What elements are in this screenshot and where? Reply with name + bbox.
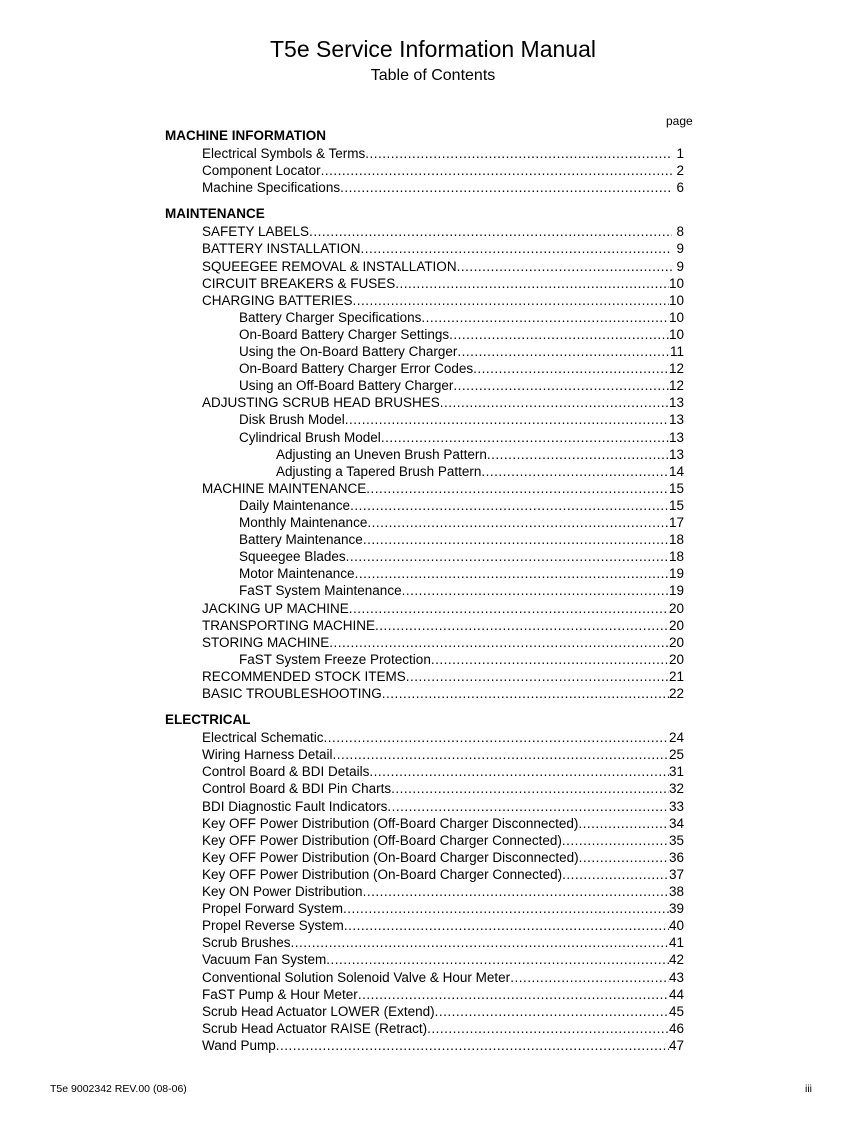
toc-entry-page: 8	[676, 224, 684, 240]
dot-leader	[309, 224, 672, 239]
dot-leader	[353, 293, 669, 308]
toc-entry	[202, 395, 684, 412]
toc-entry	[202, 293, 684, 310]
toc-entry-page: 32	[668, 781, 684, 797]
dot-leader	[365, 146, 672, 161]
dot-leader	[321, 163, 672, 178]
dot-leader	[387, 799, 669, 814]
toc-entry	[202, 259, 684, 276]
dot-leader	[329, 635, 669, 650]
dot-leader	[406, 669, 669, 684]
toc-entry-label: TRANSPORTING MACHINE	[202, 617, 376, 633]
toc-entry-label: Daily Maintenance	[239, 497, 351, 513]
dot-leader	[562, 867, 669, 882]
section-heading: ELECTRICAL	[165, 712, 251, 728]
toc-entry-page: 13	[668, 446, 684, 462]
toc-entry	[202, 816, 684, 833]
dot-leader	[369, 764, 669, 779]
toc-entry-page: 19	[668, 566, 684, 582]
toc-entry-page: 2	[676, 163, 684, 179]
dot-leader	[355, 566, 669, 581]
toc-entry-label: Component Locator	[202, 163, 321, 179]
toc-entry-page: 13	[668, 429, 684, 445]
toc-entry	[239, 344, 684, 361]
toc-entry-page: 31	[668, 764, 684, 780]
toc-entry-page: 40	[668, 918, 684, 934]
dot-leader	[381, 430, 669, 445]
toc-entry-page: 10	[668, 292, 684, 308]
dot-leader	[402, 583, 669, 598]
toc-entry-page: 20	[668, 651, 684, 667]
toc-entry-page: 12	[668, 378, 684, 394]
dot-leader	[391, 781, 669, 796]
toc-entry-page: 20	[668, 600, 684, 616]
dot-leader	[578, 816, 669, 831]
toc-entry-label: Control Board & BDI Details	[202, 764, 370, 780]
toc-entry	[202, 764, 684, 781]
toc-entry-page: 24	[668, 730, 684, 746]
toc-entry-page: 15	[668, 480, 684, 496]
toc-entry	[202, 918, 684, 935]
toc-entry-page: 13	[668, 395, 684, 411]
toc-entry-page: 33	[668, 798, 684, 814]
toc-entry	[202, 884, 684, 901]
dot-leader	[358, 987, 669, 1002]
toc-entry-label: Propel Forward System	[202, 901, 344, 917]
toc-entry-label: Cylindrical Brush Model	[239, 429, 381, 445]
toc-entry-label: FaST System Freeze Protection	[239, 651, 431, 667]
toc-entry	[202, 781, 684, 798]
toc-entry-page: 13	[668, 412, 684, 428]
dot-leader	[375, 618, 669, 633]
toc-entry-label: Key ON Power Distribution	[202, 884, 363, 899]
dot-leader	[340, 180, 672, 195]
toc-entry-page: 42	[668, 952, 684, 968]
dot-leader	[324, 730, 669, 745]
toc-entry	[202, 799, 684, 816]
toc-entry-label: On-Board Battery Charger Error Codes	[239, 361, 474, 377]
toc-entry-label: Using the On-Board Battery Charger	[239, 344, 458, 359]
document-title: T5e Service Information Manual	[270, 36, 596, 62]
toc-entry-page: 19	[668, 583, 684, 599]
toc-entry-page: 37	[668, 866, 684, 882]
section-heading: MACHINE INFORMATION	[165, 128, 326, 143]
toc-entry-page: 14	[668, 463, 684, 479]
toc-entry	[202, 935, 684, 952]
dot-leader	[510, 970, 669, 985]
toc-entry-label: Propel Reverse System	[202, 918, 344, 934]
toc-entry	[239, 361, 684, 378]
footer-doc-id: T5e 9002342 REV.00 (08-06)	[50, 1083, 187, 1095]
toc-entry	[202, 618, 684, 635]
toc-entry-page: 18	[668, 532, 684, 548]
toc-entry	[202, 669, 684, 686]
toc-entry-label: Scrub Head Actuator LOWER (Extend)	[202, 1003, 435, 1019]
toc-entry-label: Battery Charger Specifications	[239, 309, 422, 325]
toc-entry-page: 39	[668, 901, 684, 917]
toc-entry-label: Disk Brush Model	[239, 412, 345, 428]
dot-leader	[457, 344, 670, 359]
dot-leader	[427, 1021, 669, 1036]
toc-entry-label: Control Board & BDI Pin Charts	[202, 781, 392, 797]
toc-entry	[202, 833, 684, 850]
toc-entry	[239, 412, 684, 429]
toc-entry-label: Conventional Solution Solenoid Valve & Hour Meter	[202, 969, 511, 985]
toc-entry-page: 10	[668, 309, 684, 325]
toc-entry	[276, 447, 684, 464]
toc-entry-label: Battery Maintenance	[239, 532, 363, 548]
toc-entry	[202, 146, 684, 163]
toc-entry-label: FaST System Maintenance	[239, 583, 402, 599]
toc-entry-label: Monthly Maintenance	[239, 515, 368, 530]
dot-leader	[326, 952, 669, 967]
toc-entry-label: SAFETY LABELS	[202, 224, 310, 240]
toc-entry-label: BASIC TROUBLESHOOTING	[202, 686, 382, 701]
toc-entry-page: 17	[668, 515, 684, 530]
dot-leader	[276, 1038, 669, 1053]
toc-entry-page: 20	[668, 617, 684, 633]
toc-entry-label: Key OFF Power Distribution (On-Board Charger Disconnected)	[202, 849, 579, 865]
page-column-label: page	[666, 114, 693, 128]
toc-entry-page: 12	[668, 361, 684, 377]
toc-entry-label: Adjusting an Uneven Brush Pattern	[276, 446, 487, 462]
dot-leader	[349, 601, 669, 616]
toc-entry-label: CHARGING BATTERIES	[202, 292, 353, 308]
toc-entry-label: ADJUSTING SCRUB HEAD BRUSHES	[202, 395, 440, 411]
dot-leader	[395, 276, 669, 291]
toc-entry-page: 47	[668, 1037, 684, 1053]
toc-entry	[202, 635, 684, 652]
toc-entry-page: 9	[676, 241, 684, 257]
toc-entry-label: Key OFF Power Distribution (On-Board Charger Connected)	[202, 866, 563, 882]
toc-entry-page: 41	[668, 935, 684, 951]
dot-leader	[421, 310, 669, 325]
dot-leader	[440, 395, 669, 410]
toc-entry-page: 20	[668, 634, 684, 650]
section-heading: MAINTENANCE	[165, 206, 265, 222]
dot-leader	[457, 259, 672, 274]
toc-entry	[239, 549, 684, 566]
dot-leader	[291, 935, 669, 950]
toc-entry-page: 11	[669, 344, 684, 359]
toc-entry	[239, 652, 684, 669]
toc-entry	[202, 1021, 684, 1038]
toc-entry	[239, 515, 684, 532]
dot-leader	[367, 515, 669, 530]
toc-entry-page: 34	[668, 815, 684, 831]
toc-entry-page: 46	[668, 1020, 684, 1036]
toc-entry-label: Wand Pump	[202, 1037, 276, 1053]
toc-entry	[202, 987, 684, 1004]
toc-entry-label: Squeegee Blades	[239, 549, 346, 565]
toc-entry-page: 15	[668, 497, 684, 513]
toc-entry	[202, 952, 684, 969]
footer-page-number: iii	[805, 1083, 812, 1095]
dot-leader	[449, 327, 669, 342]
dot-leader	[473, 361, 669, 376]
toc-entry-page: 9	[676, 258, 684, 274]
toc-entry-label: On-Board Battery Charger Settings	[239, 326, 450, 342]
toc-entry-label: Adjusting a Tapered Brush Pattern	[276, 463, 482, 479]
toc-entry-page: 44	[668, 986, 684, 1002]
toc-entry	[202, 1004, 684, 1021]
dot-leader	[431, 652, 669, 667]
dot-leader	[361, 241, 672, 256]
toc-entry	[239, 566, 684, 583]
toc-entry-page: 1	[676, 146, 684, 161]
dot-leader	[481, 464, 669, 479]
toc-entry-label: FaST Pump & Hour Meter	[202, 986, 358, 1002]
dot-leader	[363, 884, 669, 899]
toc-entry-label: Electrical Schematic	[202, 730, 324, 746]
toc-entry	[202, 163, 684, 180]
toc-entry-page: 43	[668, 969, 684, 985]
toc-entry-label: JACKING UP MACHINE	[202, 600, 349, 616]
toc-entry-page: 25	[668, 747, 684, 763]
toc-entry	[202, 1038, 684, 1055]
toc-entry	[202, 481, 684, 498]
toc-entry-page: 21	[668, 668, 684, 684]
toc-entry-page: 45	[668, 1003, 684, 1019]
dot-leader	[382, 686, 669, 701]
toc-entry	[202, 180, 684, 197]
toc-entry-page: 18	[668, 549, 684, 565]
toc-entry-label: Vacuum Fan System	[202, 952, 327, 968]
toc-entry	[202, 224, 684, 241]
toc-entry-page: 35	[668, 832, 684, 848]
toc-entry-label: MACHINE MAINTENANCE	[202, 480, 367, 496]
dot-leader	[343, 901, 669, 916]
dot-leader	[333, 747, 669, 762]
toc-entry	[239, 532, 684, 549]
toc-entry-label: Using an Off-Board Battery Charger	[239, 378, 454, 394]
dot-leader	[487, 447, 669, 462]
toc-entry-label: Machine Specifications	[202, 180, 341, 196]
toc-entry-page: 22	[668, 686, 684, 701]
toc-entry	[202, 747, 684, 764]
dot-leader	[346, 549, 669, 564]
toc-entry	[202, 970, 684, 987]
toc-entry	[239, 430, 684, 447]
toc-entry	[202, 241, 684, 258]
toc-entry-label: Key OFF Power Distribution (Off-Board Charger Connected)	[202, 832, 562, 848]
toc-entry-label: Electrical Symbols & Terms	[202, 146, 366, 161]
toc-entry-label: STORING MACHINE	[202, 634, 330, 650]
toc-entry	[239, 327, 684, 344]
toc-entry	[202, 901, 684, 918]
toc-entry	[202, 850, 684, 867]
dot-leader	[453, 378, 669, 393]
dot-leader	[366, 481, 669, 496]
toc-entry-page: 10	[668, 275, 684, 291]
toc-entry-page: 10	[668, 326, 684, 342]
toc-entry	[202, 686, 684, 703]
toc-entry	[239, 583, 684, 600]
toc-entry-label: Key OFF Power Distribution (Off-Board Charger Disconnected)	[202, 815, 579, 831]
toc-entry	[276, 464, 684, 481]
toc-entry-label: BDI Diagnostic Fault Indicators	[202, 798, 388, 814]
toc-entry-page: 36	[668, 849, 684, 865]
toc-entry-label: Wiring Harness Detail	[202, 747, 333, 763]
dot-leader	[579, 850, 669, 865]
document-subtitle: Table of Contents	[370, 67, 496, 84]
toc-entry-label: BATTERY INSTALLATION	[202, 241, 361, 257]
toc-entry	[202, 276, 684, 293]
dot-leader	[345, 412, 669, 427]
toc-entry-label: Scrub Brushes	[202, 935, 291, 951]
dot-leader	[435, 1004, 669, 1019]
toc-entry	[239, 310, 684, 327]
toc-entry	[202, 730, 684, 747]
dot-leader	[562, 833, 669, 848]
toc-entry-page: 6	[676, 180, 684, 196]
toc-entry-label: Scrub Head Actuator RAISE (Retract)	[202, 1020, 428, 1036]
toc-entry-label: SQUEEGEE REMOVAL & INSTALLATION	[202, 258, 457, 274]
dot-leader	[350, 498, 669, 513]
toc-entry	[202, 867, 684, 884]
dot-leader	[344, 918, 669, 933]
toc-entry-label: RECOMMENDED STOCK ITEMS	[202, 668, 406, 684]
toc-entry-label: Motor Maintenance	[239, 566, 355, 582]
toc-entry-label: CIRCUIT BREAKERS & FUSES	[202, 275, 396, 291]
toc-entry	[202, 601, 684, 618]
dot-leader	[363, 532, 669, 547]
toc-entry	[239, 498, 684, 515]
toc-entry-page: 38	[668, 884, 684, 899]
toc-entry	[239, 378, 684, 395]
